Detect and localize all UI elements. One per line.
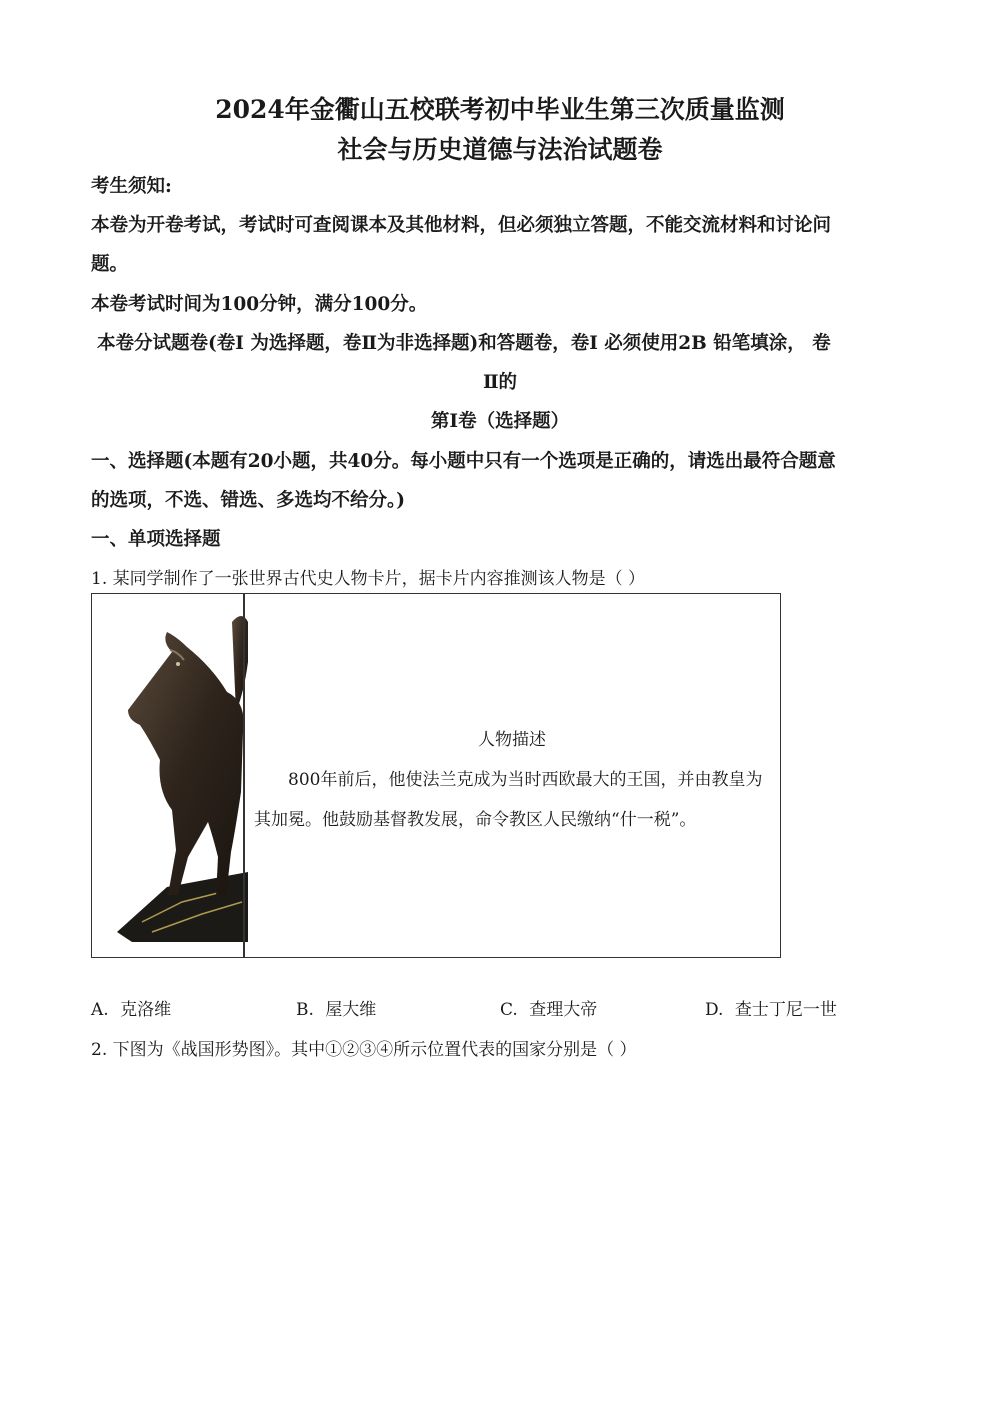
part-title-line2: 的选项，不选、错选、多选均不给分。)	[91, 490, 406, 511]
question-2-stem: 2. 下图为《战国形势图》。其中①②③④所示位置代表的国家分别是（ ）	[91, 1040, 637, 1060]
question-1-stem: 1. 某同学制作了一张世界古代史人物卡片，据卡片内容推测该人物是（ ）	[91, 569, 646, 589]
exam-title-line1: 2024年金衢山五校联考初中毕业生第三次质量监测	[215, 95, 785, 124]
option-a-letter: A.	[91, 1000, 109, 1020]
notice-line1-cont: 题。	[91, 254, 129, 275]
notice-line1: 本卷为开卷考试，考试时可查阅课本及其他材料，但必须独立答题，不能交流材料和讨论问	[91, 215, 832, 236]
card-description: 800年前后，他使法兰克成为当时西欧最大的王国，并由教皇为其加冕。他鼓励基督教发展，命令教区人民缴纳“什一税”。	[254, 770, 763, 830]
option-b[interactable]	[296, 995, 376, 1020]
notice-line3: 本卷分试题卷(卷Ⅰ 为选择题，卷Ⅱ为非选择题)和答题卷，卷Ⅰ 必须使用2B 铅笔填涂， 卷	[97, 333, 831, 354]
option-a[interactable]	[91, 995, 171, 1020]
notice-heading: 考生须知:	[91, 176, 172, 197]
part-title-line1: 一、选择题(本题有20小题，共40分。每小题中只有一个选项是正确的，请选出最符合题意	[91, 451, 836, 472]
character-card	[91, 593, 781, 958]
exam-title-line2: 社会与历史道德与法治试题卷	[337, 135, 663, 164]
option-c-text: 查理大帝	[529, 1000, 598, 1020]
notice-line3-cont: Ⅱ的	[482, 372, 518, 393]
equestrian-statue-image	[112, 602, 248, 942]
option-d[interactable]	[705, 995, 837, 1020]
card-heading: 人物描述	[478, 730, 546, 750]
option-b-text: 屋大维	[325, 1000, 377, 1020]
option-c-letter: C.	[500, 1000, 518, 1020]
option-c[interactable]	[500, 995, 597, 1020]
option-d-text: 查士丁尼一世	[734, 1000, 837, 1020]
option-d-letter: D.	[705, 1000, 724, 1020]
card-divider	[243, 594, 245, 957]
notice-line2: 本卷考试时间为100分钟，满分100分。	[91, 294, 428, 315]
volume-title: 第Ⅰ卷（选择题）	[430, 411, 570, 432]
option-a-text: 克洛维	[120, 1000, 172, 1020]
subpart-title: 一、单项选择题	[91, 529, 221, 550]
option-b-letter: B.	[296, 1000, 314, 1020]
